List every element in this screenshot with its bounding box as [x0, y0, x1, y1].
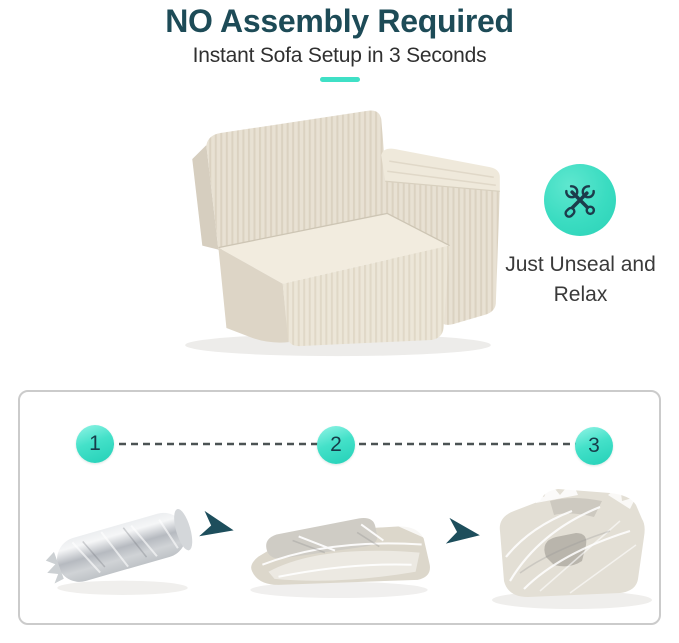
no-tools-badge: [544, 164, 616, 236]
badge-caption: Just Unseal and Relax: [505, 253, 656, 306]
step-3-photo: [480, 460, 660, 612]
steps-panel: [18, 390, 661, 625]
step-2-photo: [238, 476, 440, 602]
step-2-number: 2: [330, 433, 342, 456]
step-1-number: 1: [89, 432, 101, 455]
page-title: NO Assembly Required: [165, 3, 514, 39]
step-2-badge: [317, 426, 355, 464]
step-3-number: 3: [588, 434, 600, 457]
page-subtitle: Instant Sofa Setup in 3 Seconds: [192, 44, 487, 67]
right-arrowhead-icon: [444, 516, 484, 551]
step-1-badge: [76, 425, 114, 463]
crossed-tools-icon: [559, 179, 601, 221]
sofa-illustration: [142, 96, 534, 364]
sofa-product-photo: [142, 96, 534, 364]
step-1-photo: [38, 488, 208, 598]
accent-underline: [320, 77, 360, 82]
header: [0, 0, 679, 82]
